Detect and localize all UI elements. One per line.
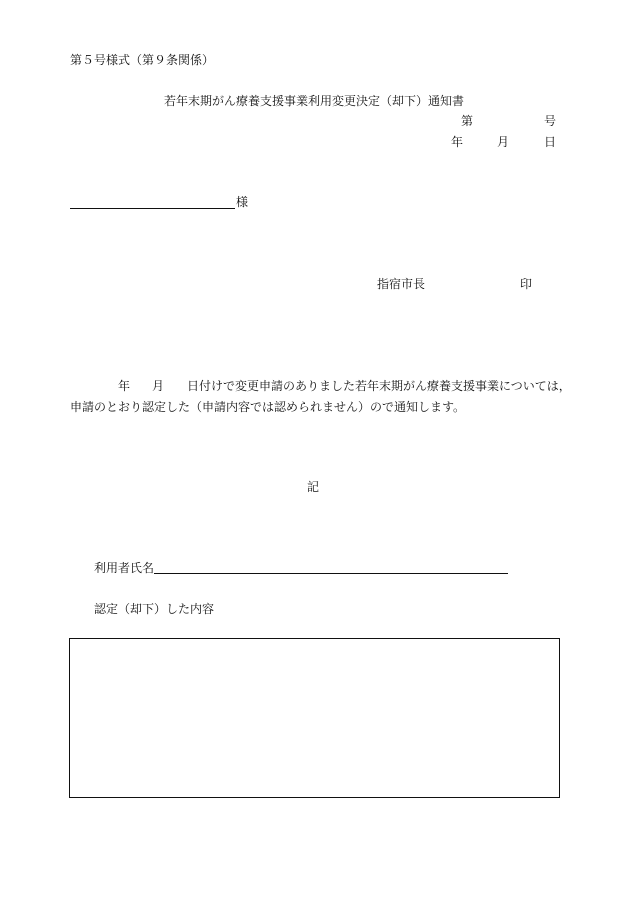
addressee-suffix: 様 [236,195,249,209]
form-label: 第５号様式（第９条関係） [70,53,215,67]
user-name-line [154,573,508,574]
seal-mark: 印 [520,277,533,291]
body-month: 月 [152,379,165,393]
date-month: 月 [497,135,510,149]
body-year: 年 [118,379,131,393]
date-day: 日 [544,135,557,149]
date-year: 年 [451,135,464,149]
body-line-2: 申請のとおり認定した（申請内容では認められません）ので通知します。 [70,400,466,414]
doc-number-dai: 第 [461,114,474,128]
user-name-label: 利用者氏名 [94,561,155,575]
document-title: 若年末期がん療養支援事業利用変更決定（却下）通知書 [164,94,465,108]
issuer-name: 指宿市長 [377,277,426,291]
addressee-line [70,208,235,209]
content-label: 認定（却下）した内容 [94,602,215,616]
ki-heading: 記 [307,480,320,494]
body-line-1: 日付けで変更申請のありました若年末期がん療養支援事業については， [187,379,571,393]
doc-number-go: 号 [544,114,557,128]
content-box [69,638,560,798]
